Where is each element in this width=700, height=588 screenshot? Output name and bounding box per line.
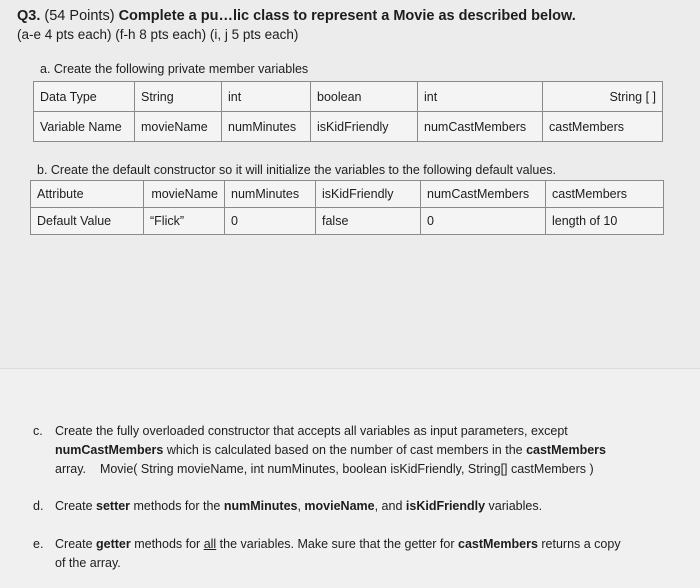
- part-e-text-4: returns a copy: [537, 537, 621, 551]
- table-cell: String: [135, 82, 222, 112]
- part-c-item: [33, 422, 693, 482]
- part-c-text-1: Create the fully overloaded constructor that accepts all variables as input parameters, except: [55, 424, 568, 438]
- table-cell: isKidFriendly: [316, 181, 421, 208]
- part-d-marker: d.: [33, 499, 44, 513]
- part-e-text-5: of the array.: [55, 556, 121, 570]
- question-title: [17, 8, 576, 24]
- part-c-marker: c.: [33, 424, 43, 438]
- part-d-bold-3: movieName: [304, 499, 375, 513]
- table-cell: false: [316, 208, 421, 235]
- part-e-marker: e.: [33, 537, 44, 551]
- table-row: [34, 112, 663, 142]
- part-d-text-4: , and: [374, 499, 406, 513]
- table-cell: Variable Name: [34, 112, 135, 142]
- part-d-bold-1: setter: [96, 499, 131, 513]
- table-cell: 0: [421, 208, 546, 235]
- table-cell: Data Type: [34, 82, 135, 112]
- part-d-text-5: variables.: [485, 499, 543, 513]
- part-e-bold-1: getter: [96, 537, 131, 551]
- table-cell: boolean: [311, 82, 418, 112]
- table-cell: castMembers: [546, 181, 664, 208]
- table-row: [31, 181, 664, 208]
- part-e-text: [55, 535, 621, 573]
- table-cell: numMinutes: [222, 112, 311, 142]
- table-cell: “Flick”: [144, 208, 225, 235]
- part-d-text-3: ,: [297, 499, 305, 513]
- part-d-text-1: Create: [55, 499, 96, 513]
- member-variables-table: [33, 81, 663, 142]
- part-e-text-1: Create: [55, 537, 96, 551]
- table-cell: castMembers: [543, 112, 663, 142]
- table-cell: int: [222, 82, 311, 112]
- part-d-bold-4: isKidFriendly: [405, 499, 486, 513]
- part-d-bold-2: numMinutes: [223, 499, 298, 513]
- default-values-table: [30, 180, 664, 235]
- part-e-underline-1: all: [203, 537, 217, 551]
- part-e-text-2: methods for: [130, 537, 204, 551]
- table-cell: Attribute: [31, 181, 144, 208]
- part-d-text: [55, 497, 542, 516]
- part-d-item: [33, 497, 693, 517]
- constructor-signature: Movie( String movieName, int numMinutes, boolean isKidFriendly, String[] castMembers ): [99, 462, 594, 476]
- table-row: [34, 82, 663, 112]
- part-e-bold-2: castMembers: [458, 537, 538, 551]
- table-cell: String [ ]: [543, 82, 663, 112]
- part-c-text-2: which is calculated based on the number of cast members in the: [163, 443, 527, 457]
- question-subtitle: (a-e 4 pts each) (f-h 8 pts each) (i, j 5 pts each): [17, 27, 299, 42]
- table-cell: int: [418, 82, 543, 112]
- part-c-bold-1: numCastMembers: [55, 443, 164, 457]
- table-cell: numCastMembers: [418, 112, 543, 142]
- table-cell: isKidFriendly: [311, 112, 418, 142]
- part-e-item: [33, 535, 693, 575]
- table-cell: length of 10: [546, 208, 664, 235]
- table-cell: numCastMembers: [421, 181, 546, 208]
- part-c-text-3: array.: [55, 462, 87, 476]
- part-c-text: [55, 422, 606, 479]
- table-cell: movieName: [144, 181, 225, 208]
- part-a-label: a. Create the following private member variables: [40, 62, 309, 76]
- table-cell: movieName: [135, 112, 222, 142]
- table-cell: numMinutes: [225, 181, 316, 208]
- part-e-text-3: the variables. Make sure that the getter for: [216, 537, 458, 551]
- part-d-text-2: methods for the: [130, 499, 224, 513]
- table-cell: 0: [225, 208, 316, 235]
- question-number: Q3.: [17, 8, 41, 24]
- table-row: [31, 208, 664, 235]
- part-b-label: b. Create the default constructor so it will initialize the variables to the following default values.: [37, 163, 557, 177]
- part-c-bold-2: castMembers: [526, 443, 606, 457]
- table-cell: Default Value: [31, 208, 144, 235]
- question-title-text: Complete a pu…lic class to represent a Movie as described below.: [118, 8, 576, 24]
- question-points: (54 Points): [44, 8, 115, 24]
